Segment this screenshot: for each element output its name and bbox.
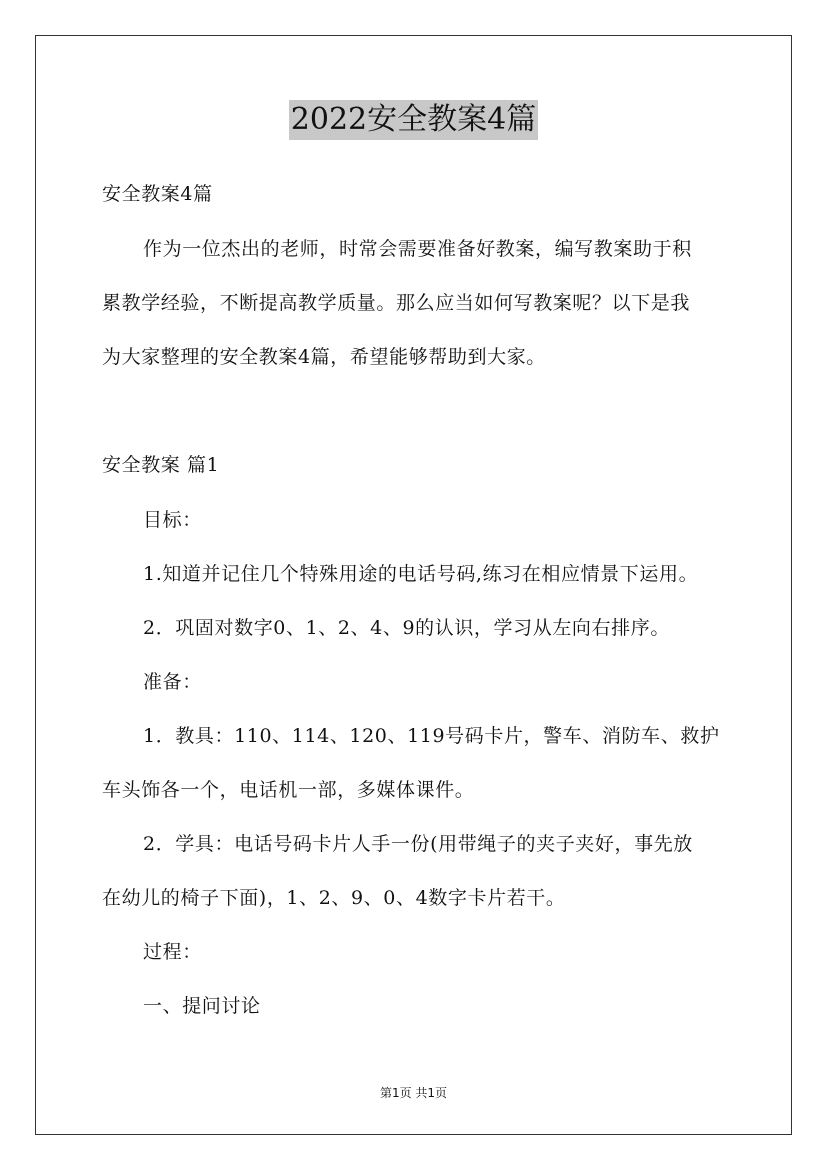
- intro-line-3: 为大家整理的安全教案4篇，希望能够帮助到大家。: [102, 346, 546, 368]
- prep-item-1-line-1: 1．教具：110、114、120、119号码卡片，警车、消防车、救护: [143, 725, 720, 747]
- title-container: [0, 100, 827, 140]
- prep-item-1-line-2: 车头饰各一个，电话机一部，多媒体课件。: [102, 779, 475, 801]
- goal-item-2: 2．巩固对数字0、1、2、4、9的认识，学习从左向右排序。: [143, 617, 670, 639]
- prep-item-2-line-1: 2．学具：电话号码卡片人手一份(用带绳子的夹子夹好，事先放: [143, 833, 693, 855]
- document-title: 2022安全教案4篇: [289, 100, 538, 140]
- page-footer: 第1页 共1页: [379, 1086, 448, 1100]
- goal-item-1: 1.知道并记住几个特殊用途的电话号码,练习在相应情景下运用。: [143, 563, 699, 585]
- process-label: 过程：: [143, 941, 202, 963]
- intro-line-1: 作为一位杰出的老师，时常会需要准备好教案，编写教案助于积: [143, 238, 692, 260]
- process-item-1: 一、提问讨论: [143, 995, 261, 1017]
- section-heading: 安全教案 篇1: [102, 454, 220, 476]
- prep-label: 准备：: [143, 671, 202, 693]
- goal-label: 目标：: [143, 509, 202, 531]
- intro-line-2: 累教学经验，不断提高教学质量。那么应当如何写教案呢？以下是我: [102, 292, 691, 314]
- prep-item-2-line-2: 在幼儿的椅子下面)，1、2、9、0、4数字卡片若干。: [102, 887, 566, 909]
- subtitle: 安全教案4篇: [102, 183, 213, 205]
